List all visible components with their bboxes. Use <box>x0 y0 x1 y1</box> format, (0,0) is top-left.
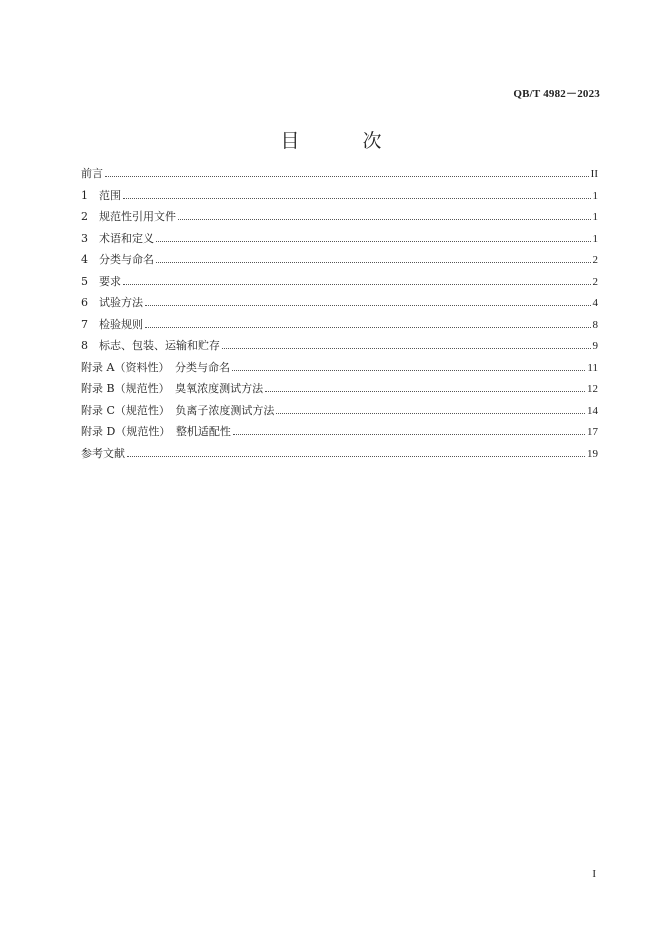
toc-label: 附录 C（规范性） 负离子浓度测试方法 <box>81 403 275 417</box>
toc-label: 范围 <box>99 188 121 202</box>
toc-label: 标志、包装、运输和贮存 <box>99 339 220 352</box>
toc-entry-appendix-d[interactable] <box>81 423 598 445</box>
toc-page: II <box>590 168 598 180</box>
toc-leader <box>178 219 591 220</box>
toc-label: 前言 <box>81 167 103 180</box>
toc-entry-foreword[interactable] <box>81 165 598 187</box>
toc-leader <box>145 305 591 306</box>
toc-label: 检验规则 <box>99 317 143 331</box>
toc-number: 3 <box>81 231 88 245</box>
toc-number: 7 <box>81 317 88 331</box>
toc-label: 附录 B（规范性） 臭氧浓度测试方法 <box>81 382 264 395</box>
toc-leader <box>145 327 591 328</box>
toc-page: 17 <box>587 426 598 438</box>
toc-leader <box>232 370 585 371</box>
toc-entry-6[interactable] <box>81 294 598 316</box>
toc-page: 1 <box>592 189 598 202</box>
toc-leader <box>156 241 591 242</box>
toc-entry-references[interactable] <box>81 445 598 467</box>
table-of-contents <box>81 165 598 466</box>
toc-entry-3[interactable] <box>81 230 598 252</box>
toc-page: 9 <box>592 340 598 352</box>
toc-leader <box>123 198 591 199</box>
toc-entry-5[interactable] <box>81 273 598 295</box>
toc-page: 1 <box>592 211 598 223</box>
toc-entry-appendix-b[interactable] <box>81 380 598 402</box>
toc-page: 8 <box>592 318 598 331</box>
toc-label: 规范性引用文件 <box>99 210 176 223</box>
toc-entry-8[interactable] <box>81 337 598 359</box>
toc-label: 参考文献 <box>81 446 125 460</box>
toc-page: 4 <box>592 297 598 309</box>
toc-entry-1[interactable] <box>81 187 598 209</box>
toc-entry-2[interactable] <box>81 208 598 230</box>
page-title: 目 次 <box>280 130 404 152</box>
toc-label: 分类与命名 <box>99 253 154 266</box>
toc-leader <box>276 413 585 414</box>
toc-label: 附录 A（资料性） 分类与命名 <box>81 360 230 374</box>
toc-label: 术语和定义 <box>99 231 154 245</box>
toc-label: 试验方法 <box>99 296 143 309</box>
toc-page: 1 <box>592 232 598 245</box>
toc-leader <box>156 262 591 263</box>
page-number: I <box>592 868 596 880</box>
toc-page: 2 <box>592 254 598 266</box>
toc-entry-4[interactable] <box>81 251 598 273</box>
toc-entry-appendix-c[interactable] <box>81 402 598 424</box>
toc-label: 要求 <box>99 274 121 288</box>
toc-number: 1 <box>81 188 88 202</box>
toc-page: 12 <box>587 383 598 395</box>
toc-leader <box>127 456 585 457</box>
toc-number: 5 <box>81 274 88 288</box>
toc-page: 19 <box>587 447 598 460</box>
toc-entry-appendix-a[interactable] <box>81 359 598 381</box>
toc-entry-7[interactable] <box>81 316 598 338</box>
toc-page: 2 <box>592 275 598 288</box>
toc-page: 11 <box>587 361 598 374</box>
toc-page: 14 <box>587 404 598 417</box>
toc-leader <box>123 284 591 285</box>
toc-number: 8 <box>81 339 88 352</box>
toc-leader <box>265 391 585 392</box>
toc-label: 附录 D（规范性） 整机适配性 <box>81 425 231 438</box>
standard-code: QB/T 4982－2023 <box>513 88 600 100</box>
toc-number: 2 <box>81 210 88 223</box>
toc-leader <box>222 348 591 349</box>
toc-number: 4 <box>81 253 88 266</box>
toc-leader <box>105 176 589 177</box>
toc-leader <box>233 434 585 435</box>
toc-number: 6 <box>81 296 88 309</box>
